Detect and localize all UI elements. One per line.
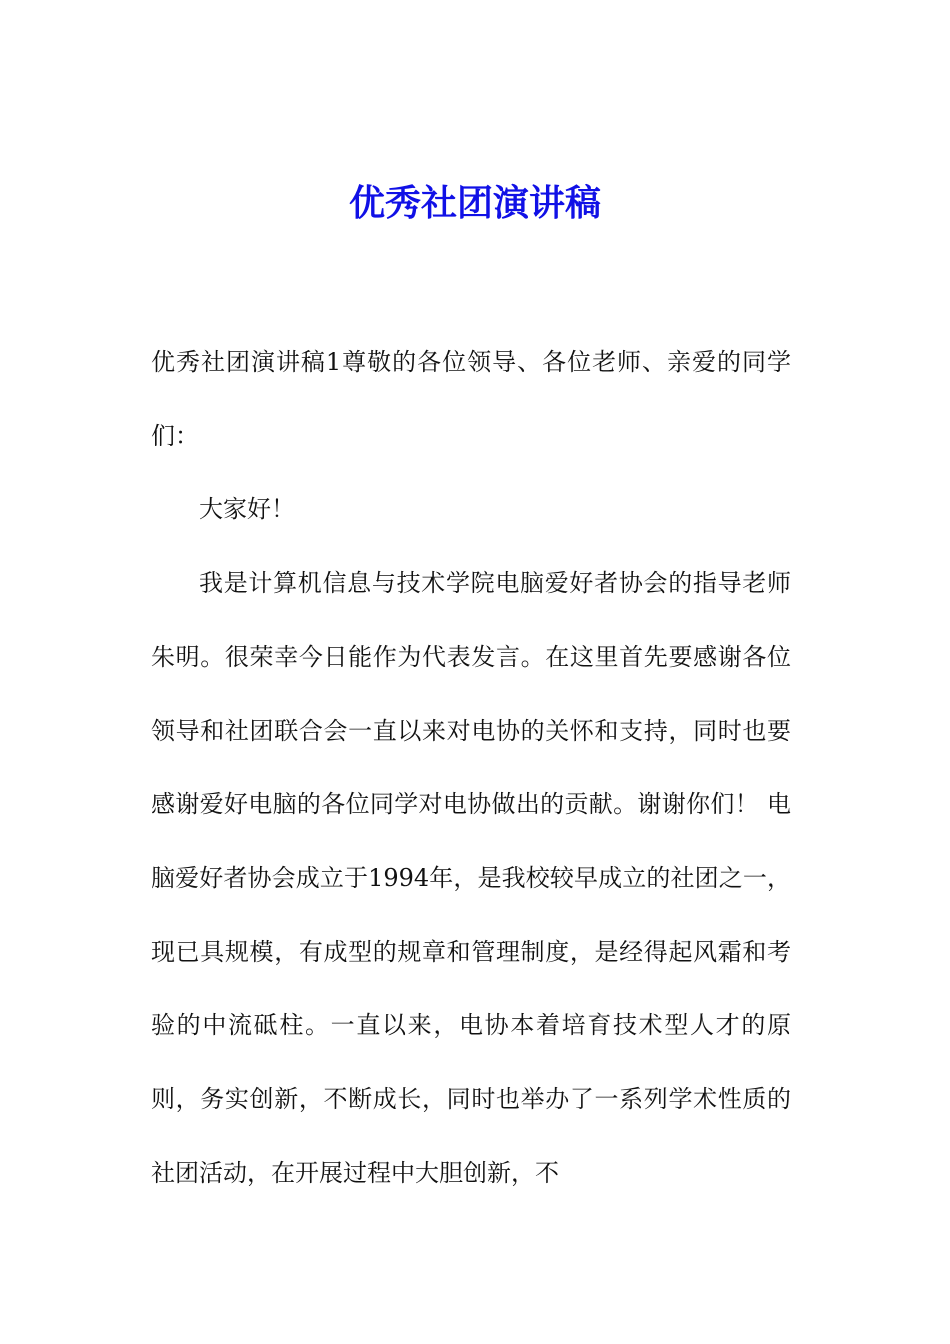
paragraph-greeting: 大家好！ <box>199 495 295 524</box>
paragraph-main: 我是计算机信息与技术学院电脑爱好者协会的指导老师朱明。很荣幸今日能作为代表发言。在这里首先要感谢各位领导和社团联合会一直以来对电协的关怀和支持，同时也要感谢爱好电脑的各位同学对电协做出的贡献。谢谢你们！ 电脑爱好者协会成立于1994年，是我校较早成立的社团之一，现已具规模，有成型的规章和管理制度，是经得起风霜和考验的中流砥柱。一直以来，电协本着培育技术型人才的原则，务实创新，不断成长，同时也举办了一系列学术性质的社团活动，在开展过程中大胆创新，不 <box>151 569 791 1187</box>
paragraph-intro: 优秀社团演讲稿1尊敬的各位领导、各位老师、亲爱的同学们： <box>151 348 791 450</box>
document-title: 优秀社团演讲稿 <box>348 183 601 224</box>
document-body <box>151 326 791 1210</box>
